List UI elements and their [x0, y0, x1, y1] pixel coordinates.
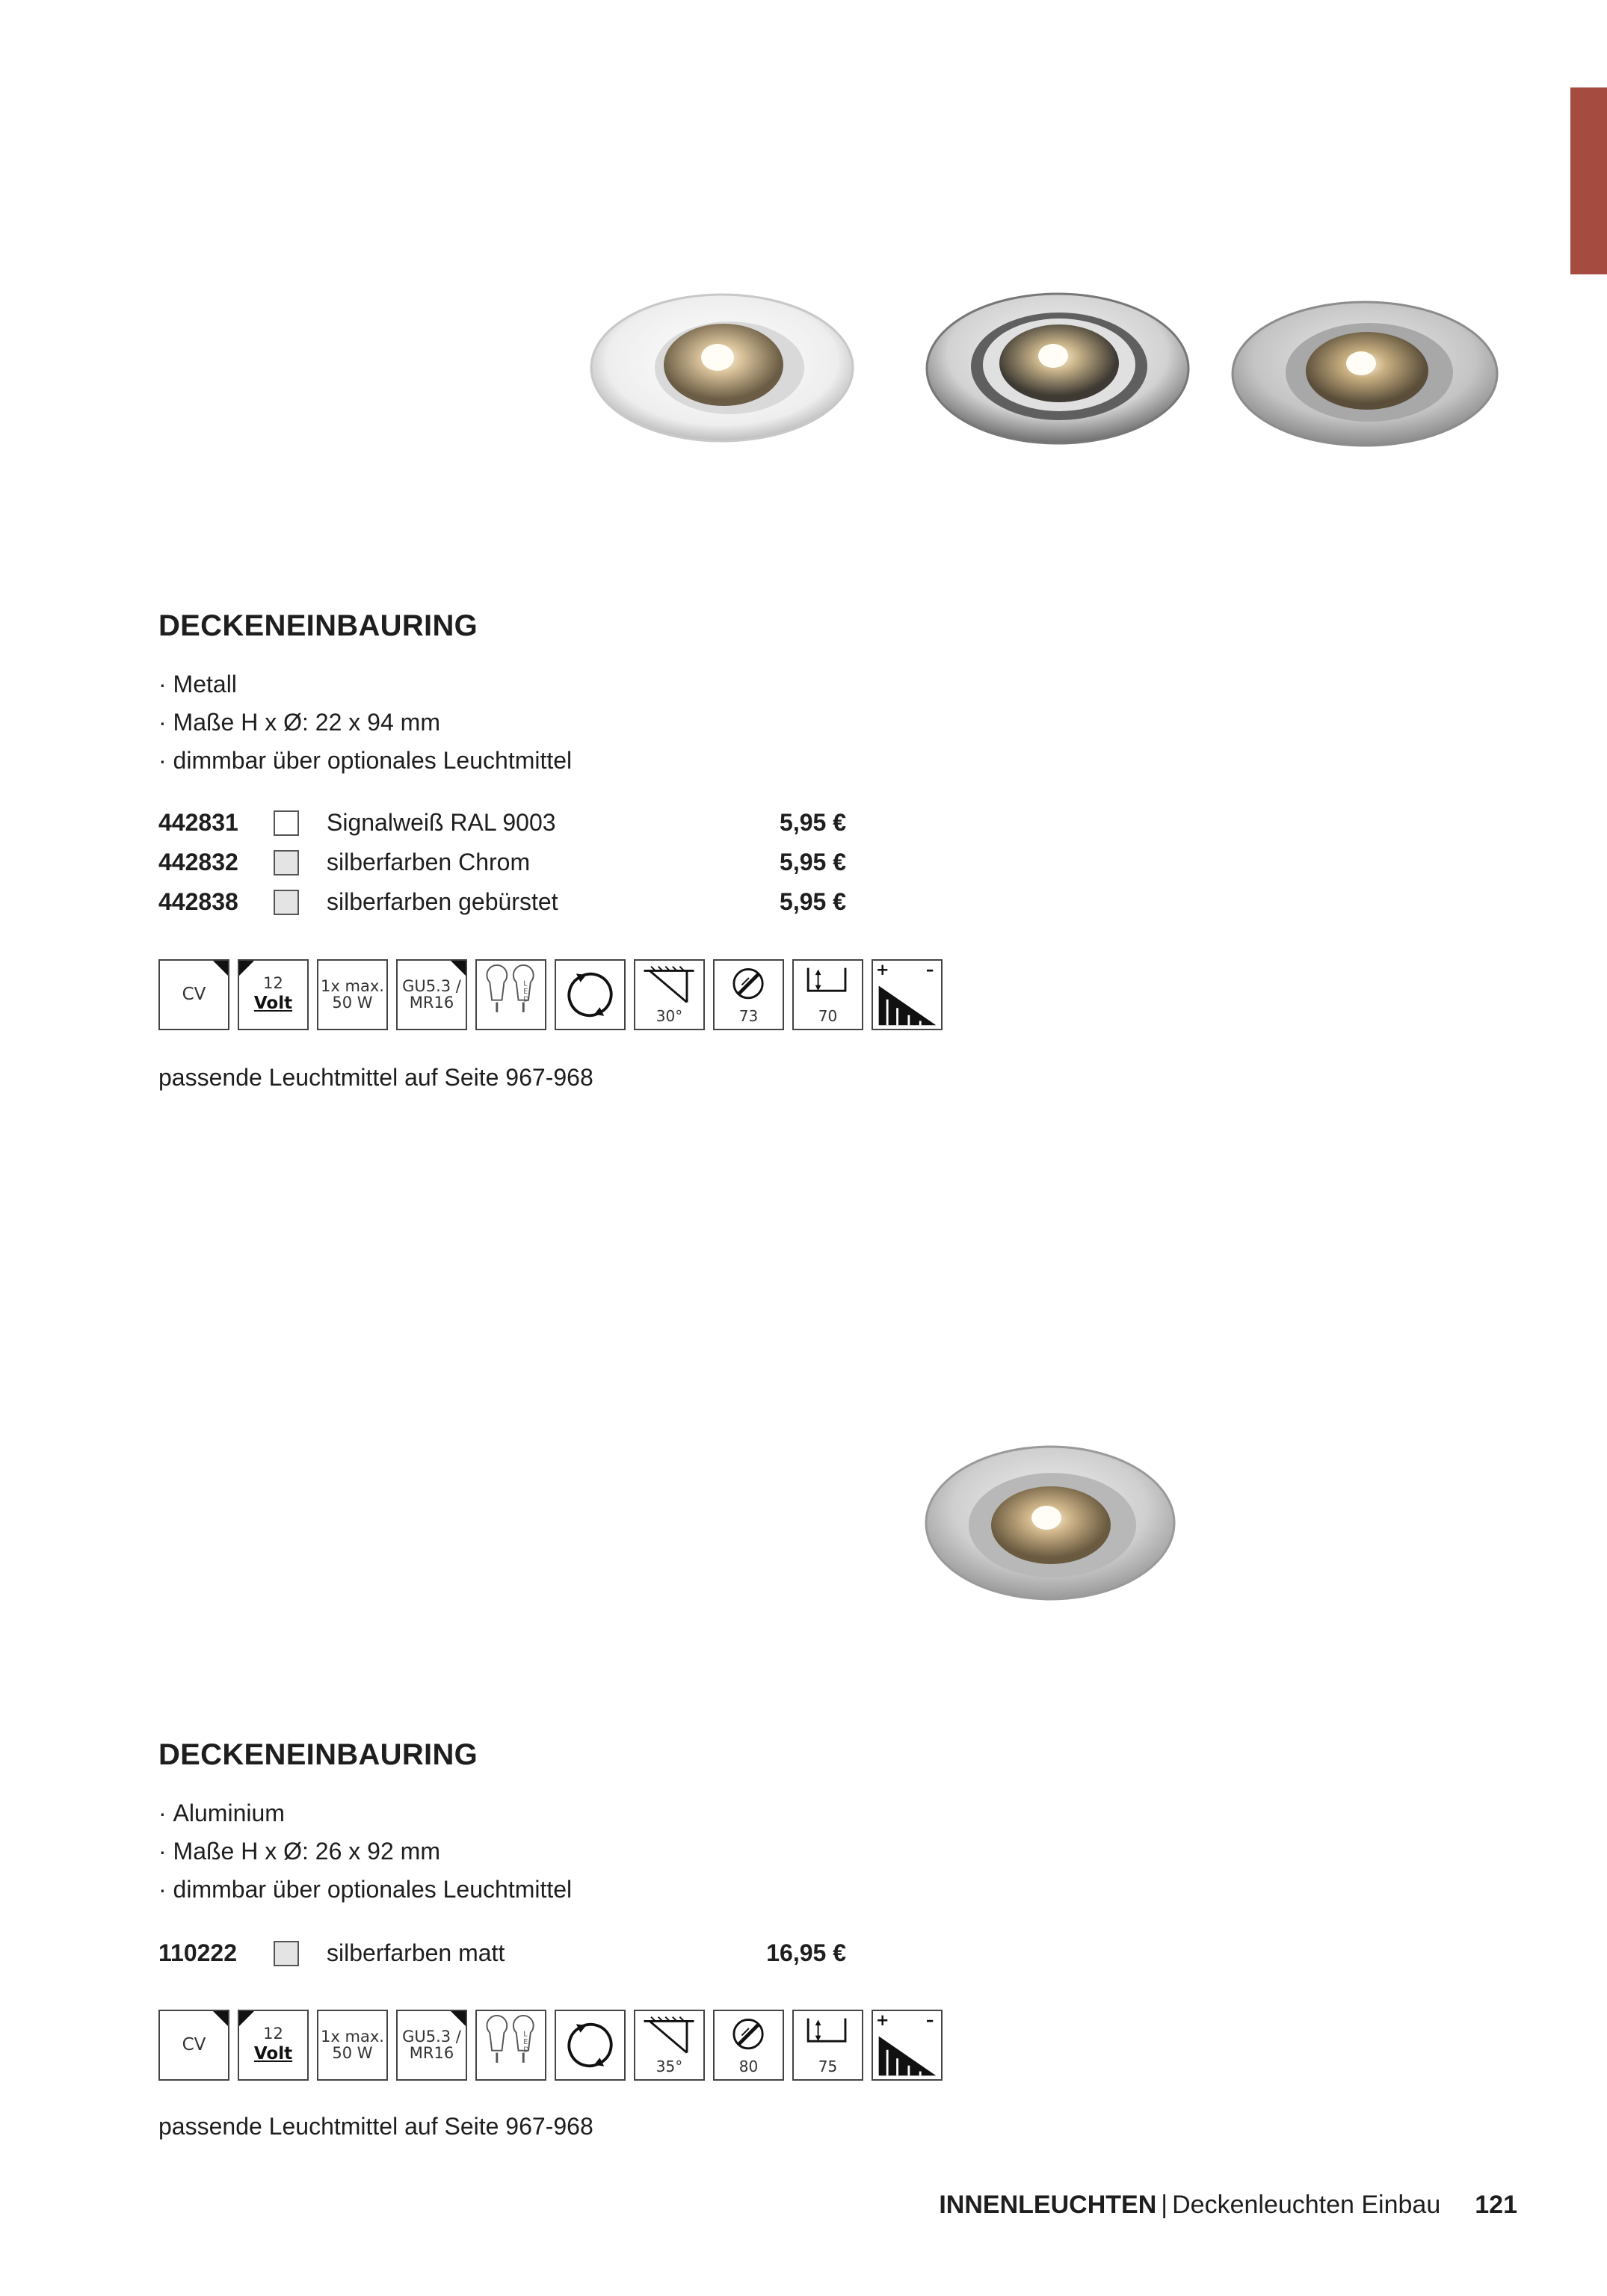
variant-price: 5,95 €: [780, 849, 846, 875]
svg-text:+: +: [875, 2011, 889, 2030]
bulb-led-icon: [475, 2010, 546, 2081]
color-swatch: [274, 1941, 299, 1966]
svg-text:–: –: [925, 2011, 934, 2030]
page-footer: [939, 2191, 1517, 2220]
color-swatch: [274, 810, 299, 836]
cv-icon: CV: [158, 959, 229, 1030]
feature-list: [158, 1794, 572, 1909]
voltage-icon: 12 Volt: [238, 2010, 309, 2081]
cutout-diameter-icon: 80: [713, 2010, 784, 2081]
spec-icons: [158, 959, 951, 1030]
product-photo-aluminium: [924, 1444, 1176, 1601]
voltage-icon: 12 Volt: [238, 959, 309, 1030]
feature-dimensions: · Maße H x Ø: 26 x 92 mm: [158, 1832, 572, 1871]
variant-price: 5,95 €: [780, 888, 846, 915]
variant-price: 16,95 €: [766, 1939, 846, 1966]
article-number: 110222: [158, 1939, 238, 1966]
variant-name: silberfarben Chrom: [327, 849, 531, 875]
feature-dimmable: · dimmbar über optionales Leuchtmittel: [158, 1871, 572, 1909]
svg-text:L: L: [523, 979, 528, 988]
color-swatch: [274, 890, 299, 915]
feature-dimmable: · dimmbar über optionales Leuchtmittel: [158, 742, 572, 780]
svg-text:L: L: [523, 2030, 528, 2039]
product-photo-brushed: [1231, 299, 1499, 449]
feature-material: · Aluminium: [158, 1794, 572, 1832]
page-number: 121: [1475, 2191, 1517, 2219]
variant-row: [158, 804, 846, 843]
installation-depth-icon: 70: [792, 959, 863, 1030]
product-title: DECKENEINBAURING: [158, 609, 478, 642]
feature-list: [158, 665, 572, 780]
beam-angle-icon: 35°: [634, 2010, 705, 2081]
variant-price: 5,95 €: [780, 809, 846, 836]
svg-text:E: E: [523, 2038, 528, 2047]
color-swatch: [274, 850, 299, 875]
product-photos: [0, 277, 1607, 471]
variant-name: silberfarben gebürstet: [327, 888, 558, 915]
footer-separator: |: [1161, 2191, 1168, 2219]
variant-name: Signalweiß RAL 9003: [327, 809, 556, 836]
feature-material: · Metall: [158, 665, 572, 704]
wattage-icon: 1x max. 50 W: [317, 2010, 388, 2081]
product-photos: [0, 1435, 1607, 1630]
variant-row: [158, 844, 846, 883]
svg-text:D: D: [523, 995, 529, 1004]
product-photo-white: [589, 292, 855, 445]
bulb-reference-note: passende Leuchtmittel auf Seite 967-968: [158, 2113, 593, 2140]
feature-dimensions: · Maße H x Ø: 22 x 94 mm: [158, 704, 572, 742]
article-number: 442831: [158, 809, 238, 836]
variant-row: [158, 884, 846, 923]
spec-icons: [158, 2010, 951, 2081]
variant-name: silberfarben matt: [327, 1939, 505, 1966]
rotate-icon: [555, 959, 626, 1030]
bulb-led-icon: [475, 959, 546, 1030]
svg-text:–: –: [925, 961, 934, 979]
chapter-tab-marker: [1570, 87, 1607, 274]
cutout-diameter-icon: 73: [713, 959, 784, 1030]
socket-icon: GU5.3 / MR16: [396, 959, 467, 1030]
bulb-reference-note: passende Leuchtmittel auf Seite 967-968: [158, 1064, 593, 1091]
article-number: 442832: [158, 849, 238, 875]
svg-text:+: +: [875, 961, 889, 979]
svg-text:D: D: [523, 2046, 529, 2055]
footer-subsection: Deckenleuchten Einbau: [1172, 2191, 1441, 2219]
beam-angle-icon: 30°: [634, 959, 705, 1030]
product-photo-chrome: [925, 290, 1191, 447]
svg-text:E: E: [523, 988, 528, 997]
variant-row: [158, 1935, 846, 1974]
article-number: 442838: [158, 888, 238, 915]
cv-icon: CV: [158, 2010, 229, 2081]
product-title: DECKENEINBAURING: [158, 1738, 478, 1771]
socket-icon: GU5.3 / MR16: [396, 2010, 467, 2081]
footer-section: INNENLEUCHTEN: [939, 2191, 1157, 2219]
rotate-icon: [555, 2010, 626, 2081]
installation-depth-icon: 75: [792, 2010, 863, 2081]
dimmable-icon: [872, 2010, 943, 2081]
dimmable-icon: [872, 959, 943, 1030]
wattage-icon: 1x max. 50 W: [317, 959, 388, 1030]
